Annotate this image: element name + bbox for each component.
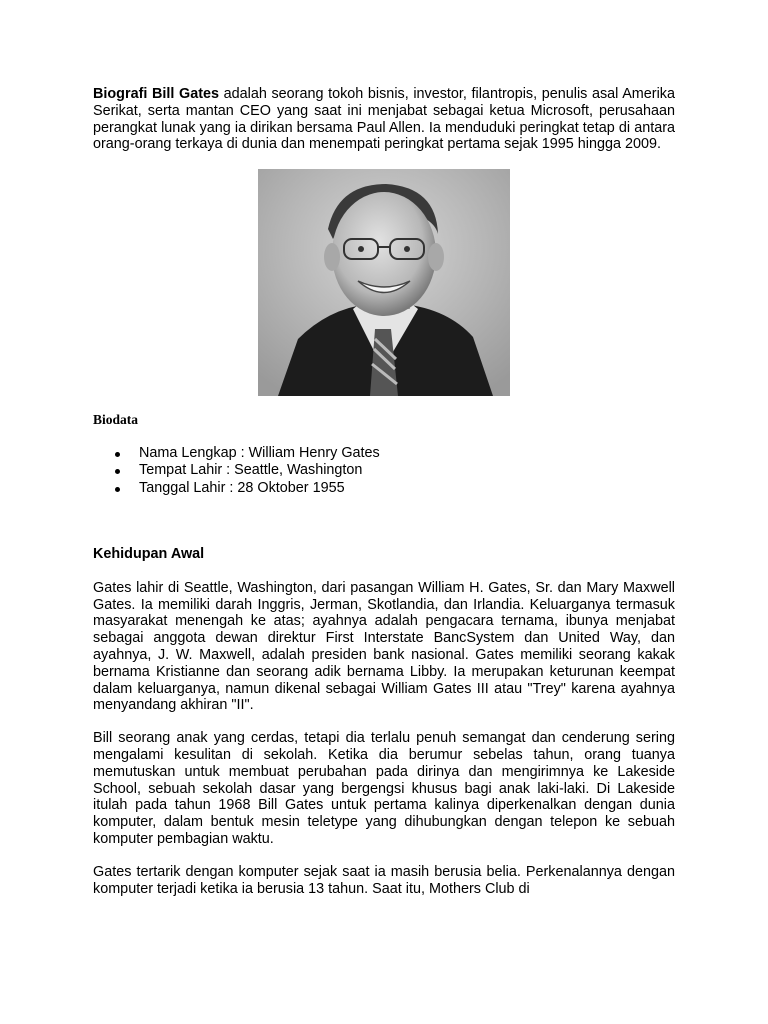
list-item: Tempat Lahir : Seattle, Washington xyxy=(93,462,675,479)
bullet-icon xyxy=(115,452,120,457)
list-item: Nama Lengkap : William Henry Gates xyxy=(93,445,675,462)
bullet-icon xyxy=(115,469,120,474)
bullet-icon xyxy=(115,487,120,492)
document-page xyxy=(93,86,675,897)
biodata-heading: Biodata xyxy=(93,412,139,428)
intro-text: adalah seorang tokoh bisnis, investor, filantropis, penulis asal Amerika Serikat, serta mantan CEO yang saat ini menjabat sebagai ketua Microsoft, perusahaan perangkat lunak yang ia dirikan bersama Paul Allen. Ia menduduki peringkat tetap di antara orang-orang terkaya di dunia dan menempati peringkat pertama sejak 1995 hingga 2009. xyxy=(93,86,675,153)
portrait-photo xyxy=(258,169,510,396)
intro-title: Biografi Bill Gates xyxy=(93,86,219,102)
paragraph: Gates lahir di Seattle, Washington, dari pasangan William H. Gates, Sr. dan Mary Maxwell Gates. Ia memiliki darah Inggris, Jerman, Skotlandia, dan Irlandia. Keluarganya termasuk masyarakat menengah ke atas; ayahnya adalah pengacara ternama, ibunya menjabat sebagai anggota dewan direktur First Interstate BancSystem dan United Way, dan ayahnya, J. W. Maxwell, adalah presiden bank nasional. Gates memiliki seorang kakak bernama Kristianne dan seorang adik bernama Libby. Ia merupakan keturunan keempat dalam keluarganya, namun dikenal sebagai William Gates III atau "Trey" karena ayahnya menyandang akhiran "II". xyxy=(93,579,675,714)
paragraph: Gates tertarik dengan komputer sejak saat ia masih berusia belia. Perkenalannya dengan komputer terjadi ketika ia berusia 13 tahun. Saat itu, Mothers Club di xyxy=(93,863,675,897)
intro-paragraph xyxy=(93,86,675,153)
paragraph: Bill seorang anak yang cerdas, tetapi dia terlalu penuh semangat dan cenderung sering mengalami kesulitan di sekolah. Ketika dia berumur sebelas tahun, orang tuanya memutuskan untuk membuat perubahan pada dirinya dan mengirimnya ke Lakeside School, sebuah sekolah dasar yang bergengsi khusus bagi anak laki-laki. Di Lakeside itulah pada tahun 1968 Bill Gates untuk pertama kalinya diperkenalkan dengan dunia komputer, dalam bentuk mesin teletype yang dihubungkan dengan telepon ke sebuah komputer pembagian waktu. xyxy=(93,730,675,847)
biodata-list xyxy=(93,445,675,497)
early-life-heading: Kehidupan Awal xyxy=(93,545,205,562)
list-item: Tanggal Lahir : 28 Oktober 1955 xyxy=(93,480,675,497)
